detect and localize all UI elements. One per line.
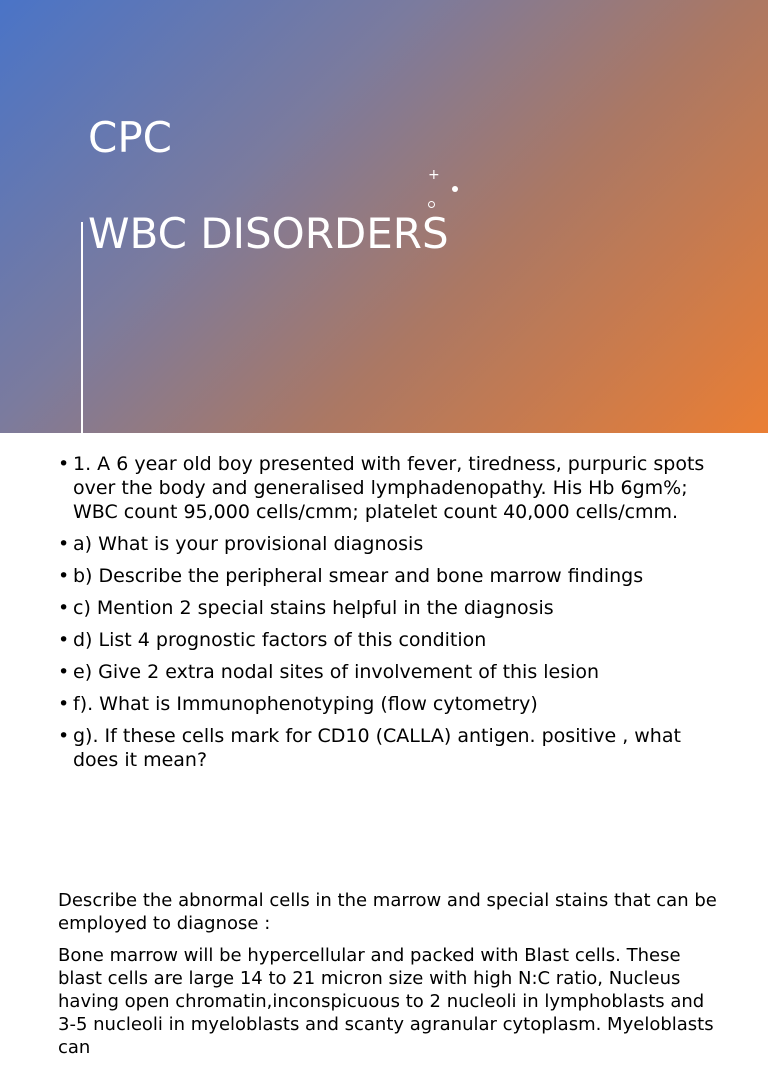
question-g: • g). If these cells mark for CD10 (CALLA) antigen. positive , what does it mean? — [58, 724, 718, 772]
decorative-ring-icon — [428, 201, 435, 208]
question-a: • a) What is your provisional diagnosis — [58, 532, 718, 556]
decorative-plus-icon: + — [428, 167, 440, 183]
question-case-description: • 1. A 6 year old boy presented with fever, tiredness, purpuric spots over the body and generalised lymphadenopathy. His Hb 6gm%; WBC count 95,000 cells/cmm; platelet count 40,000 cells/cmm. — [58, 452, 718, 524]
answer-section — [58, 889, 718, 1068]
title-banner — [0, 0, 768, 433]
slide-title-cpc: CPC — [88, 113, 172, 162]
question-e: • e) Give 2 extra nodal sites of involvement of this lesion — [58, 660, 718, 684]
answer-heading: Describe the abnormal cells in the marrow and special stains that can be employed to diagnose : — [58, 890, 717, 934]
question-f: • f). What is Immunophenotyping (flow cytometry) — [58, 692, 718, 716]
question-d: • d) List 4 prognostic factors of this condition — [58, 628, 718, 652]
accent-vertical-line — [81, 222, 83, 433]
decorative-dot-icon — [452, 186, 458, 192]
slide-title-wbc-disorders: WBC DISORDERS — [88, 209, 449, 258]
question-list — [58, 452, 718, 780]
question-c: • c) Mention 2 special stains helpful in the diagnosis — [58, 596, 718, 620]
answer-body: Bone marrow will be hypercellular and packed with Blast cells. These blast cells are large 14 to 21 micron size with high N:C ratio, Nucleus having open chromatin,inconspicuous to 2 nucleoli in lymphoblasts and 3-5 nucleoli in myeloblasts and scanty agranular cytoplasm. Myeloblasts can — [58, 945, 714, 1058]
question-b: • b) Describe the peripheral smear and bone marrow findings — [58, 564, 718, 588]
